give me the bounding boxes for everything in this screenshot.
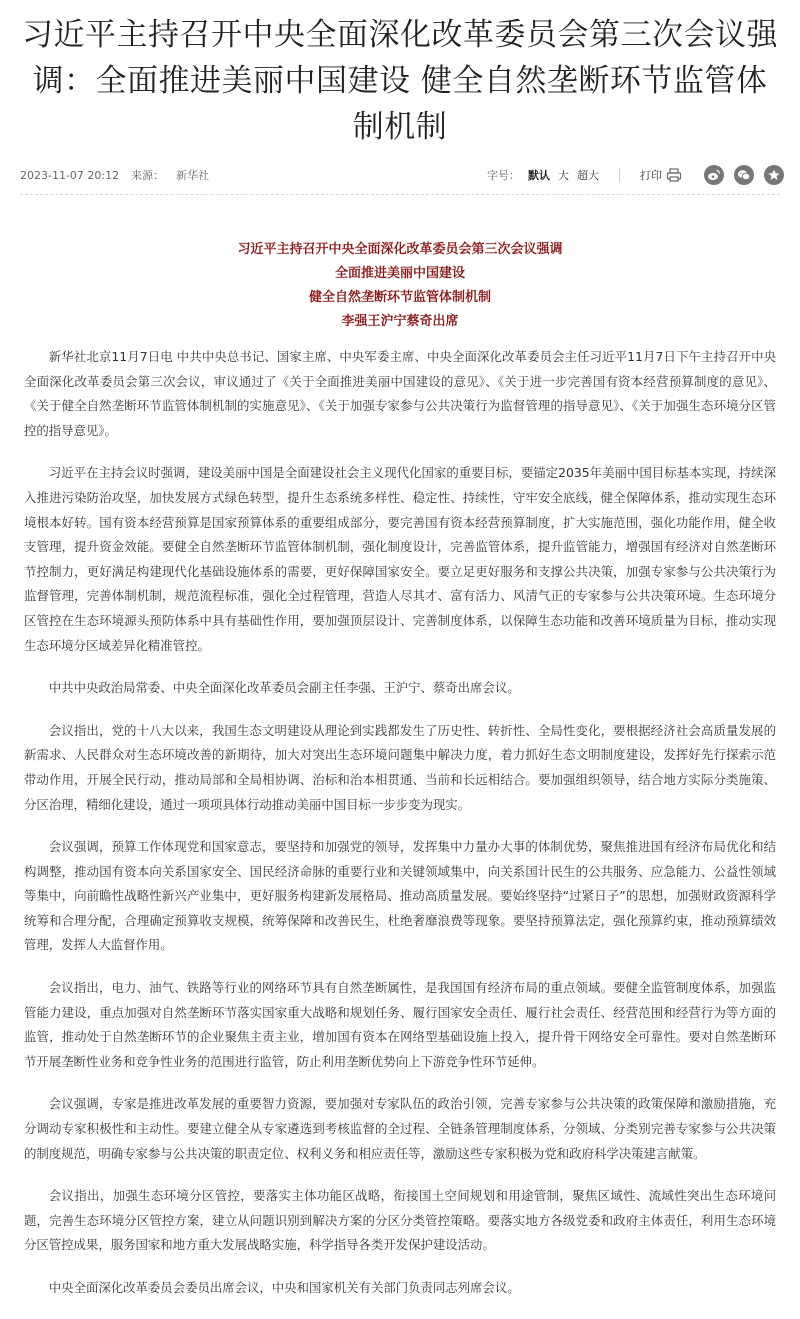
paragraph: 习近平在主持会议时强调，建设美丽中国是全面建设社会主义现代化国家的重要目标，要锚定2035年美丽中国目标基本实现，持续深入推进污染防治攻坚，加快发展方式绿色转型，提升生态系统多样性、稳定性、持续性，守牢安全底线，健全保障体系，推动实现生态环境根本好转。国有资本经营预算是国家预算体系的重要组成部分，要完善国有资本经营预算制度，扩大实施范围，强化功能作用，健全收支管理，提升资金效能。要健全自然垄断环节监管体制机制，强化制度设计，完善监管体系，提升监管能力，增强国有经济对自然垄断环节控制力，更好满足构建现代化基础设施体系的需要，更好保障国家安全。要立足更好服务和支撑公共决策，加强专家参与公共决策行为监督管理，完善体制机制，规范流程标准，强化全过程管理，营造人尽其才、富有活力、风清气正的专家参与公共决策环境。生态环境分区管控在生态环境源头预防体系中具有基础性作用，要加强顶层设计、完善制度体系，以保障生态功能和改善环境质量为目标，推动实现生态环境分区域差异化精准管控。 <box>24 465 776 653</box>
toolbar-divider <box>619 168 620 182</box>
lead-line: 李强王沪宁蔡奇出席 <box>341 314 459 329</box>
article-lead <box>0 238 800 334</box>
article-body <box>24 345 776 1319</box>
printer-icon <box>666 168 682 182</box>
font-size-label: 字号： <box>487 169 520 182</box>
font-size-large-button[interactable]: 大 <box>558 169 569 182</box>
paragraph: 会议指出，电力、油气、铁路等行业的网络环节具有自然垄断属性，是我国国有经济布局的重点领域。要健全监管制度体系，加强监管能力建设，重点加强对自然垄断环节落实国家重大战略和规划任务、履行国家安全责任、履行社会责任、经营范围和经营行为等方面的监管，推动处于自然垄断环节的企业聚焦主责主业，增加国有资本在网络型基础设施上投入，提升骨干网络安全可靠性。要对自然垄断环节开展垄断性业务和竞争性业务的范围进行监管，防止利用垄断优势向上下游竞争性环节延伸。 <box>24 980 776 1069</box>
paragraph: 会议强调，预算工作体现党和国家意志，要坚持和加强党的领导，发挥集中力量办大事的体制优势，聚焦推进国有经济布局优化和结构调整，推动国有资本向关系国家安全、国民经济命脉的重要行业和关键领域集中，向关系国计民生的公共服务、应急能力、公益性领域等集中，向前瞻性战略性新兴产业集中，更好服务构建新发展格局、推动高质量发展。要始终坚持“过紧日子”的思想，加强财政资源科学统筹和合理分配，合理确定预算收支规模，统筹保障和改善民生，杜绝奢靡浪费等现象。要坚持预算法定，强化预算约束，推动预算绩效管理，发挥人大监督作用。 <box>24 839 776 953</box>
share-buttons <box>704 165 784 185</box>
paragraph: 会议指出，党的十八大以来，我国生态文明建设从理论到实践都发生了历史性、转折性、全局性变化，要根据经济社会高质量发展的新需求、人民群众对生态环境改善的新期待，加大对突出生态环境问题集中解决力度，着力抓好生态文明制度建设，发挥好先行探索示范带动作用，开展全民行动，推动局部和全局相协调、治标和治本相贯通、当前和长远相结合。要加强组织领导，结合地方实际分类施策、分区治理，精细化建设，通过一项项具体行动推动美丽中国目标一步步变为现实。 <box>24 722 776 812</box>
wechat-icon[interactable] <box>734 165 754 185</box>
publish-date: 2023-11-07 20:12 <box>20 168 120 182</box>
weibo-icon[interactable] <box>704 165 724 185</box>
article-tools <box>487 165 784 185</box>
print-button[interactable] <box>640 167 682 183</box>
meta-divider <box>20 194 780 195</box>
lead-line: 健全自然垄断环节监管体制机制 <box>308 290 491 305</box>
source-name: 新华社 <box>176 169 210 182</box>
source-label: 来源： <box>131 169 165 182</box>
font-size-xlarge-button[interactable]: 超大 <box>577 169 599 182</box>
paragraph: 会议指出，加强生态环境分区管控，要落实主体功能区战略，衔接国土空间规划和用途管制，聚焦区域性、流域性突出生态环境问题，完善生态环境分区管控方案，建立从问题识别到解决方案的分区分类管控策略。要落实地方各级党委和政府主体责任，利用生态环境分区管控成果，服务国家和地方重大发展战略实施，科学指导各类开发保护建设活动。 <box>24 1188 776 1253</box>
article-meta-bar <box>20 164 784 186</box>
lead-line: 习近平主持召开中央全面深化改革委员会第三次会议强调 <box>237 242 563 257</box>
lead-line: 全面推进美丽中国建设 <box>334 266 465 281</box>
star-icon[interactable] <box>764 165 784 185</box>
paragraph: 新华社北京11月7日电 中共中央总书记、国家主席、中央军委主席、中央全面深化改革委员会主任习近平11月7日下午主持召开中央全面深化改革委员会第三次会议，审议通过了《关于全面推进美丽中国建设的意见》、《关于进一步完善国有资本经营预算制度的意见》、《关于健全自然垄断环节监管体制机制的实施意见》、《关于加强专家参与公共决策行为监督管理的指导意见》、《关于加强生态环境分区管控的指导意见》。 <box>24 349 776 438</box>
print-label: 打印 <box>640 169 662 182</box>
paragraph: 会议强调，专家是推进改革发展的重要智力资源，要加强对专家队伍的政治引领，完善专家参与公共决策的政策保障和激励措施，充分调动专家积极性和主动性。要建立健全从专家遴选到考核监督的全过程、全链条管理制度体系，分领域、分类别完善专家参与公共决策的制度规范，明确专家参与公共决策的职责定位、权利义务和相应责任等，激励这些专家积极为党和政府科学决策建言献策。 <box>24 1096 776 1161</box>
article-title: 习近平主持召开中央全面深化改革委员会第三次会议强调：全面推进美丽中国建设 健全自然垄断环节监管体制机制 <box>22 17 778 145</box>
paragraph: 中共中央政治局常委、中央全面深化改革委员会副主任李强、王沪宁、蔡奇出席会议。 <box>48 680 520 696</box>
font-size-default-button[interactable]: 默认 <box>528 169 550 182</box>
paragraph: 中央全面深化改革委员会委员出席会议，中央和国家机关有关部门负责同志列席会议。 <box>48 1280 520 1295</box>
